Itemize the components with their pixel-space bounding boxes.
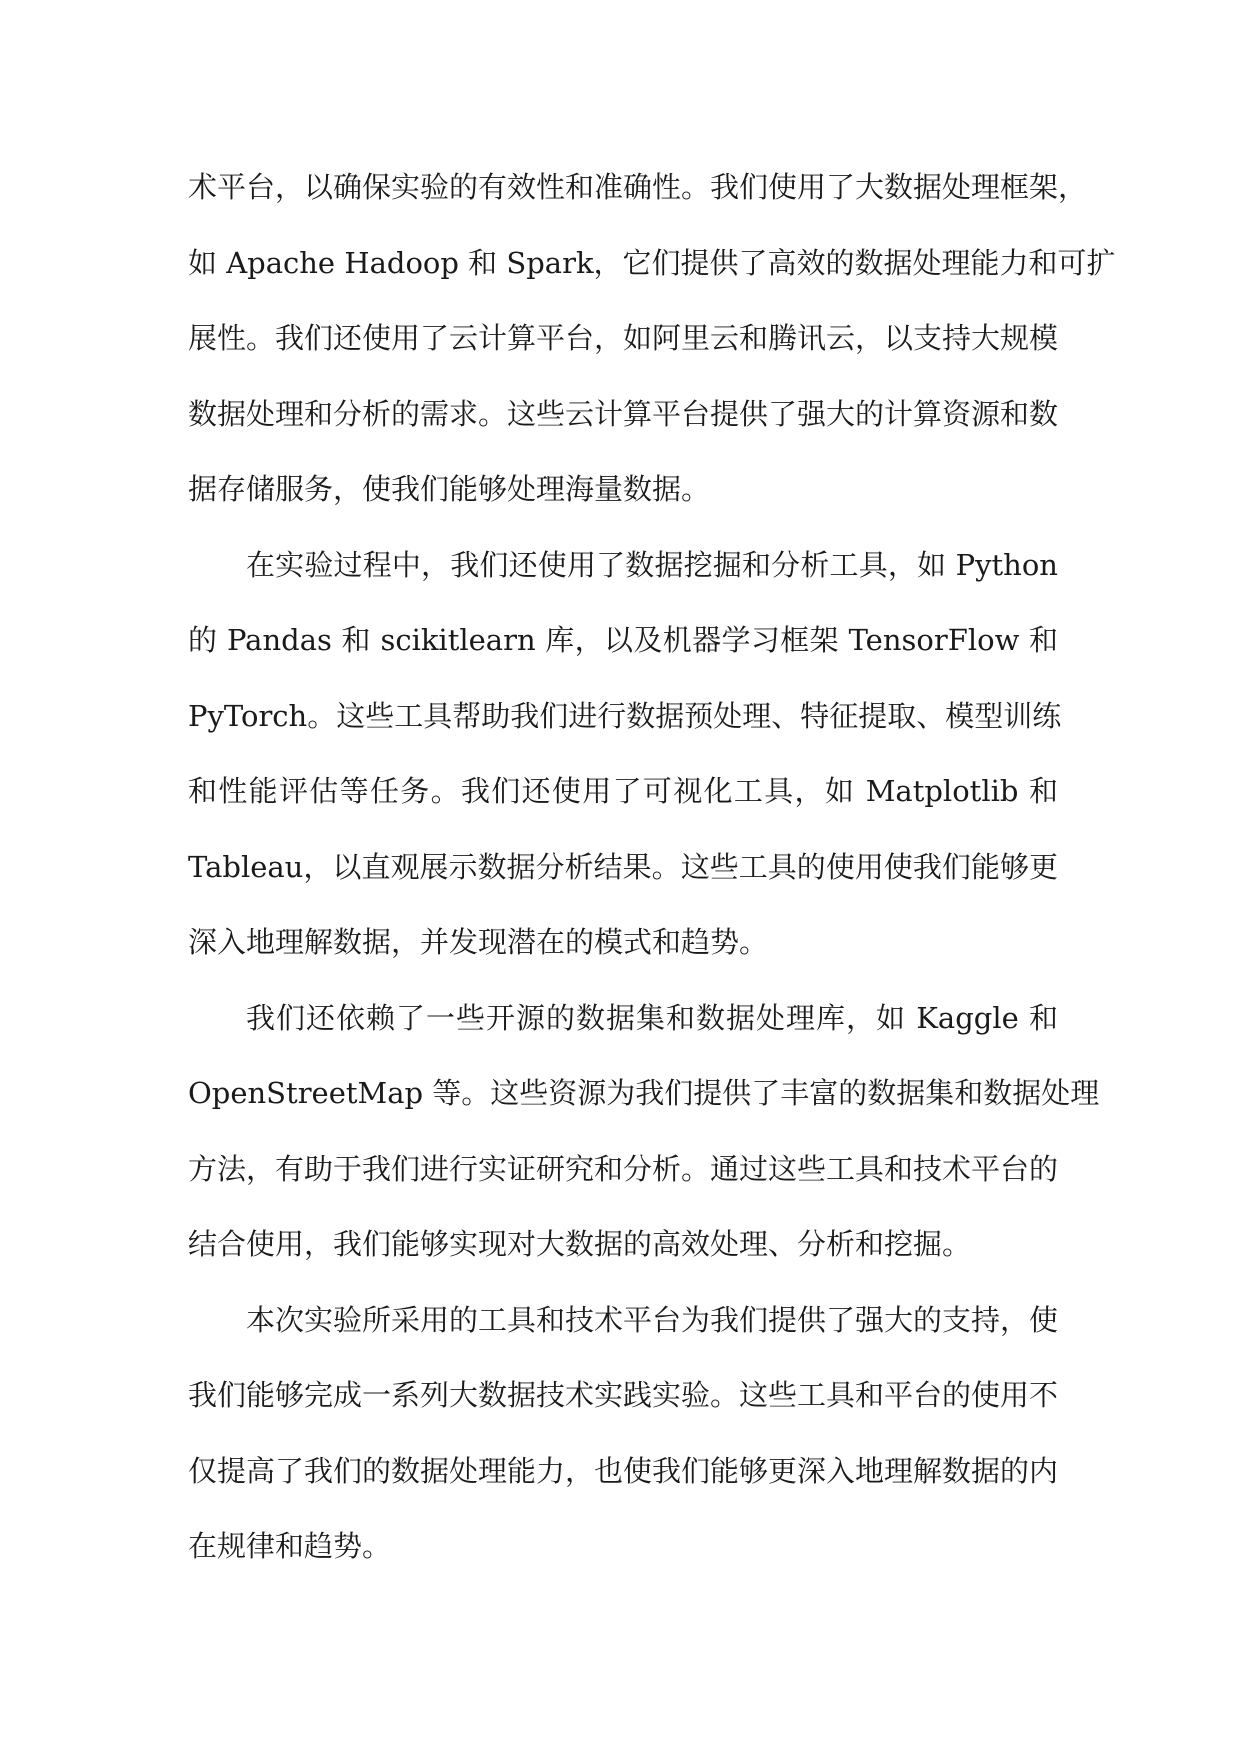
- text-line: 数据处理和分析的需求。这些云计算平台提供了强大的计算资源和数: [188, 396, 1059, 431]
- paragraph-1: [188, 150, 1116, 528]
- text-line: 在规律和趋势。: [188, 1529, 392, 1563]
- text-line: PyTorch。这些工具帮助我们进行数据预处理、特征提取、模型训练: [188, 698, 1062, 733]
- text-line: 在实验过程中，我们还使用了数据挖掘和分析工具，如 Python: [246, 547, 1058, 582]
- text-line: 本次实验所采用的工具和技术平台为我们提供了强大的支持，使: [246, 1302, 1059, 1337]
- text-line: 和性能评估等任务。我们还使用了可视化工具，如 Matplotlib 和: [188, 774, 1058, 808]
- paragraph-3: [188, 981, 1100, 1283]
- paragraph-2: [188, 528, 1062, 981]
- text-line: Tableau，以直观展示数据分析结果。这些工具的使用使我们能够更: [188, 849, 1058, 884]
- text-line: 结合使用，我们能够实现对大数据的高效处理、分析和挖掘。: [188, 1227, 972, 1261]
- text-line: 如 Apache Hadoop 和 Spark，它们提供了高效的数据处理能力和可扩: [188, 245, 1116, 280]
- text-line: 我们还依赖了一些开源的数据集和数据处理库，如 Kaggle 和: [246, 1000, 1058, 1035]
- text-line: 我们能够完成一系列大数据技术实践实验。这些工具和平台的使用不: [188, 1378, 1059, 1412]
- paragraph-4: [188, 1283, 1058, 1585]
- text-line: 仅提高了我们的数据处理能力，也使我们能够更深入地理解数据的内: [188, 1453, 1059, 1488]
- text-line: 深入地理解数据，并发现潜在的模式和趋势。: [188, 925, 769, 959]
- text-line: 术平台，以确保实验的有效性和准确性。我们使用了大数据处理框架，: [188, 170, 1088, 204]
- text-line: 展性。我们还使用了云计算平台，如阿里云和腾讯云，以支持大规模: [188, 321, 1059, 355]
- text-line: 的 Pandas 和 scikitlearn 库，以及机器学习框架 TensorFlow 和: [188, 623, 1058, 657]
- body-text: [188, 150, 1116, 1585]
- text-line: 据存储服务，使我们能够处理海量数据。: [188, 472, 711, 506]
- text-line: 方法，有助于我们进行实证研究和分析。通过这些工具和技术平台的: [188, 1151, 1059, 1186]
- text-line: OpenStreetMap 等。这些资源为我们提供了丰富的数据集和数据处理: [188, 1076, 1100, 1110]
